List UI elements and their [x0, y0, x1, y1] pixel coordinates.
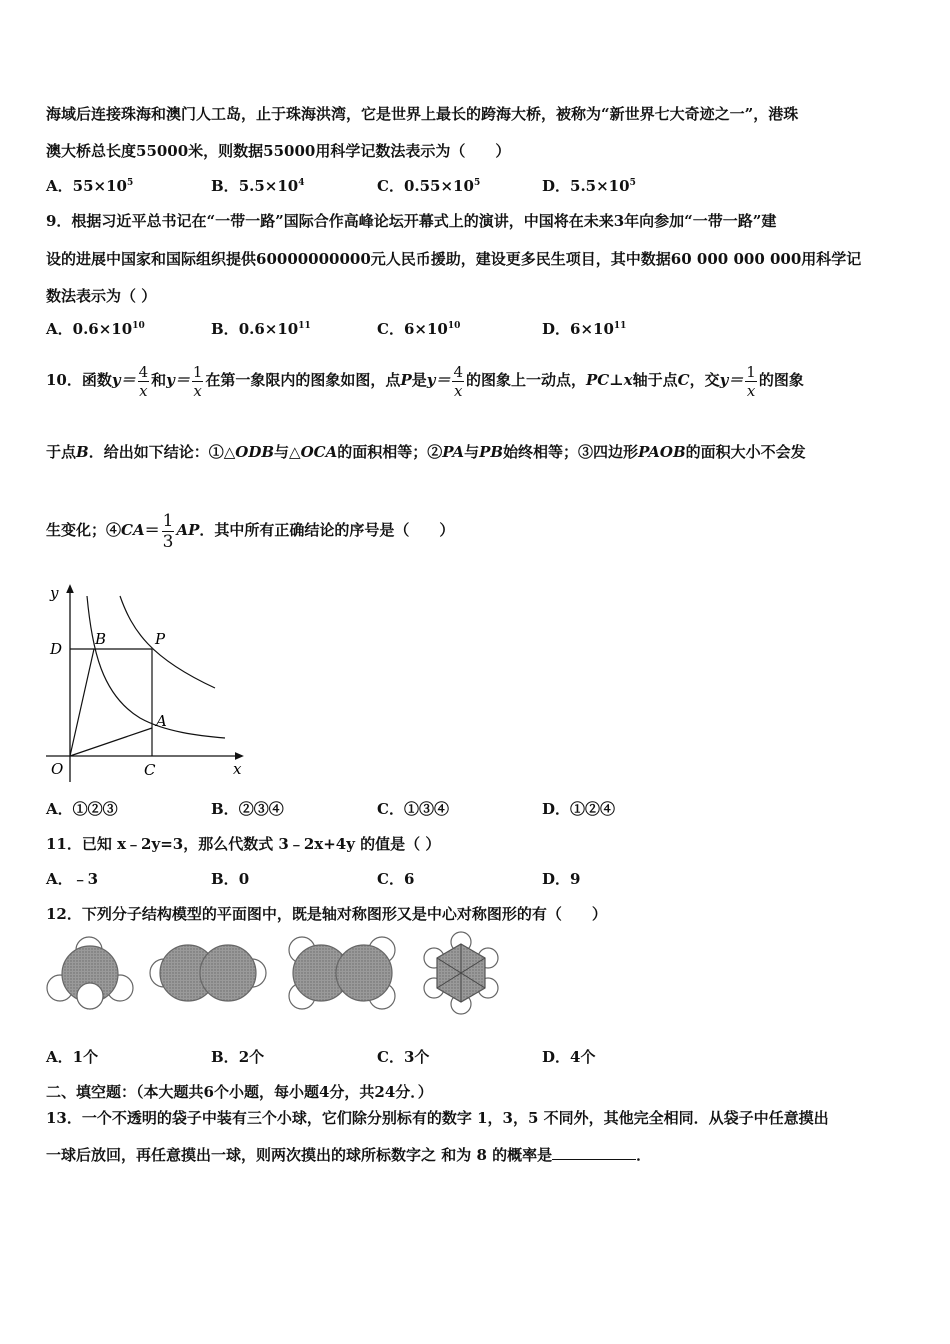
q13-line-1: 13．一个不透明的袋子中装有三个小球，它们除分别标有的数字 1，3，5 不同外，其他完全相同．从袋子中任意摸出	[46, 1109, 829, 1127]
fraction-1-over-3: $\frac{1}{3}$	[162, 510, 174, 552]
q12-option-a[interactable]: A．1个	[46, 1048, 99, 1066]
q12-option-c[interactable]: C．3个	[377, 1048, 430, 1066]
q13-line-2: 一球后放回，再任意摸出一球，则两次摸出的球所标数字之 和为 8 的概率是 ．	[46, 1146, 652, 1164]
q8-option-a[interactable]: A．$55\times 10^5$	[46, 177, 134, 195]
molecule-figure-1	[47, 937, 133, 1009]
q10-option-a[interactable]: A．①②③	[46, 800, 118, 818]
q9-line-3: 数法表示为（ ）	[46, 287, 157, 305]
q12-line: 12．下列分子结构模型的平面图中，既是轴对称图形又是中心对称图形的有（ ）	[46, 905, 607, 923]
q8-line-2: 澳大桥总长度55000米，则数据55000用科学记数法表示为（ ）	[46, 142, 511, 160]
q9-option-c[interactable]: C．$6\times 10^{10}$	[377, 320, 461, 338]
q11-option-b[interactable]: B．0	[211, 870, 250, 888]
q9-option-b[interactable]: B．$0.6\times 10^{11}$	[211, 320, 311, 338]
molecule-figure-4	[424, 932, 498, 1014]
q10-function-graph	[40, 580, 255, 785]
q10-option-c[interactable]: C．①③④	[377, 800, 449, 818]
molecule-figure-2	[150, 945, 266, 1001]
q11-option-a[interactable]: A．﹣3	[46, 870, 99, 888]
q10-option-b[interactable]: B．②③④	[211, 800, 284, 818]
label-p: P	[155, 630, 166, 648]
label-y: y	[50, 584, 59, 602]
fraction-4-over-x: $\frac{4}{x}$	[453, 362, 463, 400]
q12-option-b[interactable]: B．2个	[211, 1048, 265, 1066]
q9-option-d[interactable]: D．$6\times 10^{11}$	[542, 320, 627, 338]
q12-molecule-figures	[40, 930, 520, 1020]
molecule-figure-3	[289, 937, 395, 1009]
q8-option-b[interactable]: B．$5.5\times 10^4$	[211, 177, 305, 195]
label-d: D	[50, 640, 63, 658]
q13-answer-blank[interactable]	[552, 1145, 636, 1160]
q9-line-1: 9．根据习近平总书记在“一带一路”国际合作高峰论坛开幕式上的演讲，中国将在未来3年向参加“一带一路”建	[46, 212, 777, 230]
q8-option-c[interactable]: C．$0.55\times 10^5$	[377, 177, 481, 195]
q10-line-2: 于点B．给出如下结论：①△ODB与△OCA的面积相等；②PA与PB始终相等；③四边形PAOB的面积大小不会发	[46, 443, 806, 461]
q9-line-2: 设的进展中国家和国际组织提供60000000000元人民币援助，建设更多民生项目，其中数据60 000 000 000用科学记	[46, 250, 862, 268]
q11-line: 11．已知 x﹣2y=3，那么代数式 3﹣2x+4y 的值是（ ）	[46, 835, 441, 853]
q8-option-d[interactable]: D．$5.5\times 10^5$	[542, 177, 636, 195]
q9-option-a[interactable]: A．$0.6\times 10^{10}$	[46, 320, 145, 338]
fraction-4-over-x: $\frac{4}{x}$	[138, 362, 149, 400]
fraction-1-over-x: $\frac{1}{x}$	[746, 362, 756, 400]
curve-y-4-over-x	[120, 596, 215, 688]
q12-option-d[interactable]: D．4个	[542, 1048, 596, 1066]
label-a: A	[156, 712, 167, 730]
line-o-a	[70, 728, 152, 756]
section-2-heading: 二、填空题：（本大题共6个小题，每小题4分，共24分．）	[46, 1083, 433, 1101]
line-o-b	[70, 649, 94, 756]
q11-option-c[interactable]: C．6	[377, 870, 415, 888]
q10-option-d[interactable]: D．①②④	[542, 800, 616, 818]
q8-line-1: 海域后连接珠海和澳门人工岛，止于珠海洪湾，它是世界上最长的跨海大桥，被称为“新世界七大奇迹之一”，港珠	[46, 105, 799, 123]
label-b: B	[95, 630, 107, 648]
label-o: O	[51, 760, 64, 778]
q11-option-d[interactable]: D．9	[542, 870, 581, 888]
q10-line-3: 生变化；④CA＝ $\frac{1}{3}$ AP．其中所有正确结论的序号是（ ）	[46, 510, 455, 552]
fraction-1-over-x: $\frac{1}{x}$	[192, 362, 203, 400]
label-x: x	[233, 760, 242, 778]
q10-line-1: 10．函数y＝ $\frac{4}{x}$ 和y＝ $\frac{1}{x}$ 在第一象限内的图象如图，点P是y＝ $\frac{4}{x}$ 的图象上一动点，PC⊥x轴于点C，交y＝ $\frac{1}{x}$ 的图象	[46, 362, 804, 400]
label-c: C	[144, 761, 156, 779]
